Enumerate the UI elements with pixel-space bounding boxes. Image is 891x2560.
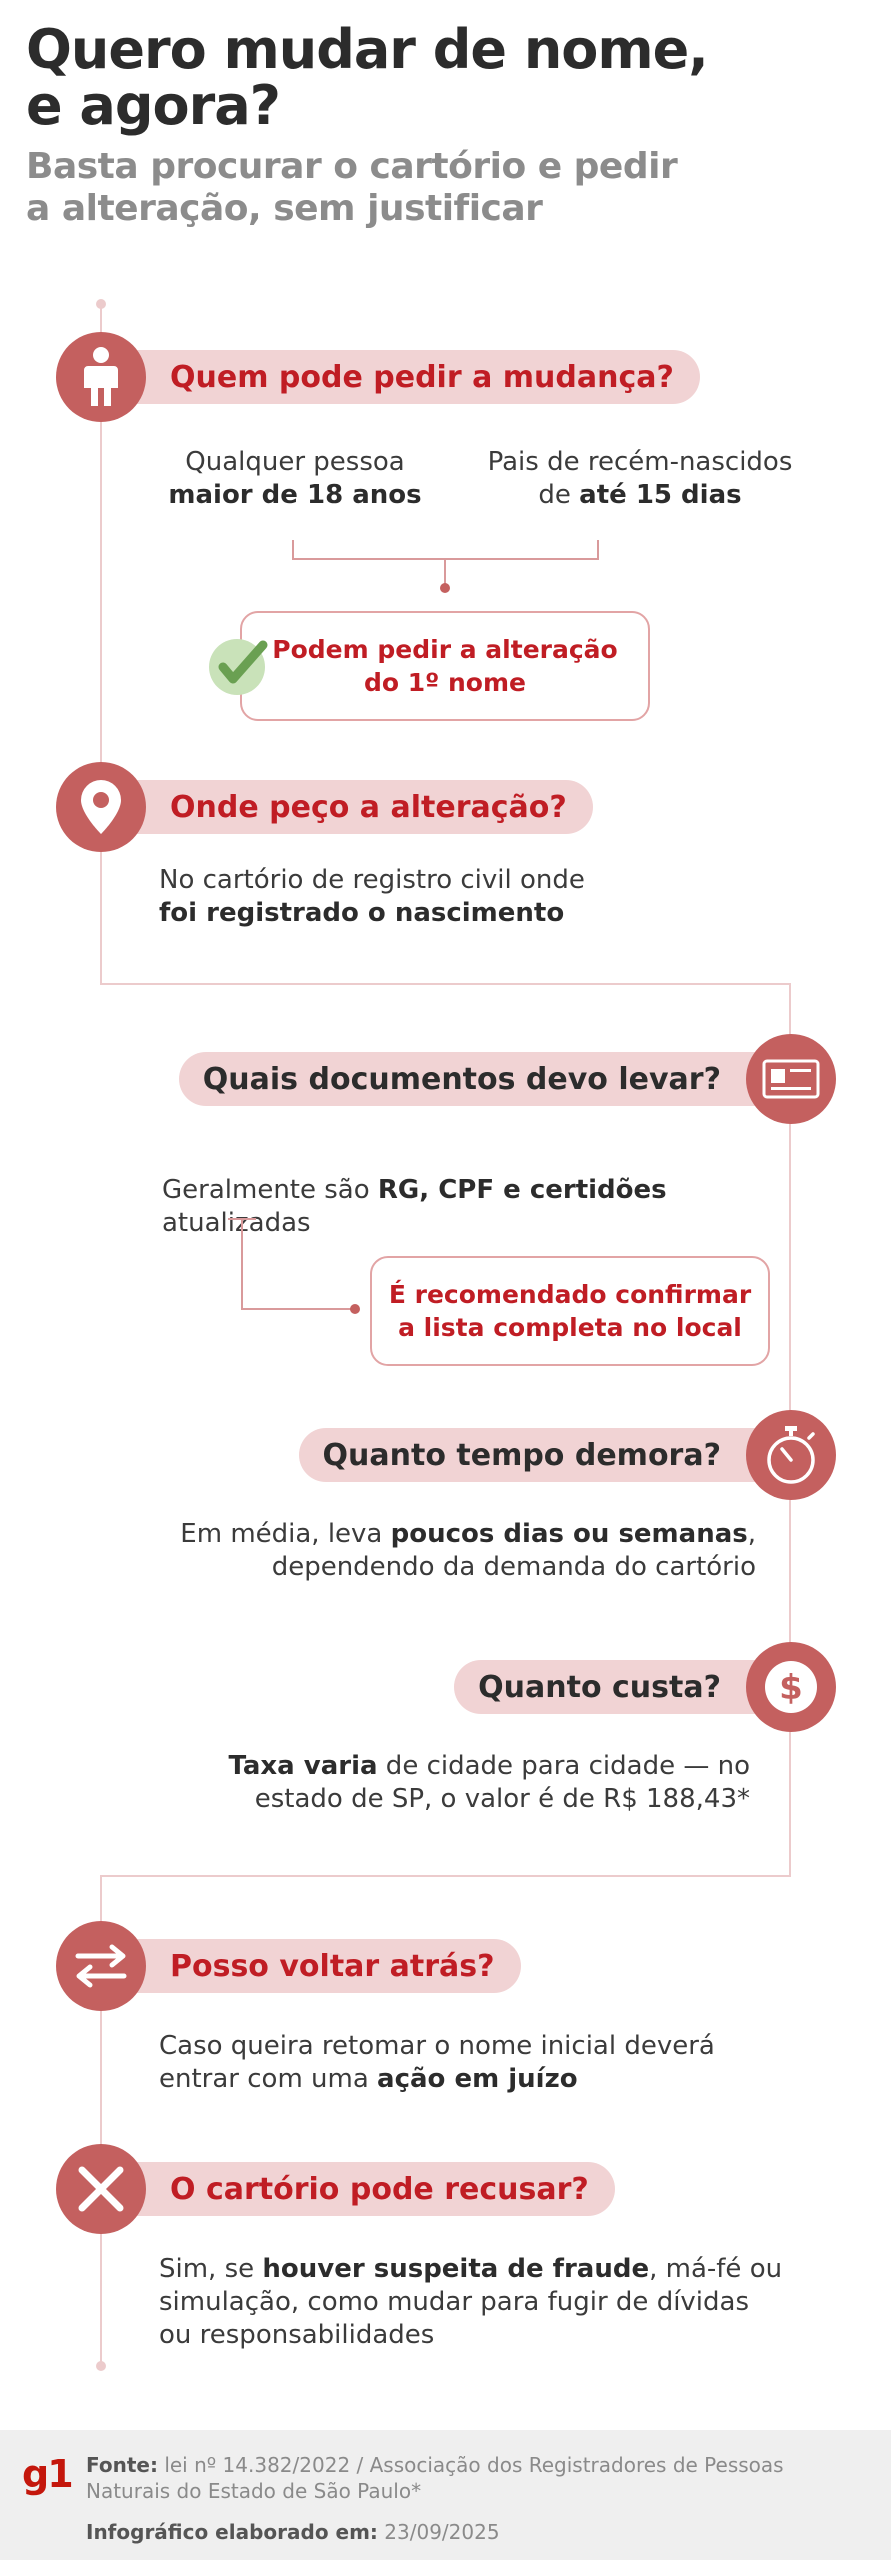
tempo-line2: dependendo da demanda do cartório (271, 1552, 756, 1582)
person-icon (76, 346, 126, 408)
onde-line2: foi registrado o nascimento (159, 898, 565, 928)
tempo-text (160, 1518, 756, 1584)
heading-pill-tempo (299, 1428, 791, 1482)
circle-voltar (56, 1921, 146, 2011)
title-line-2: e agora? (26, 74, 281, 137)
location-pin-icon (79, 778, 123, 836)
heading-tempo: Quanto tempo demora? (322, 1437, 721, 1473)
circle-custo (746, 1642, 836, 1732)
quem-callout-line2: do 1º nome (364, 668, 526, 697)
heading-recusar: O cartório pode recusar? (170, 2171, 589, 2207)
heading-custo: Quanto custa? (478, 1669, 721, 1705)
circle-documentos (746, 1034, 836, 1124)
footer-source-text: lei nº 14.382/2022 / Associação dos Registradores de Pessoas Naturais do Estado de São Paulo* (86, 2453, 784, 2503)
footer-made (86, 2520, 500, 2544)
recusar-text (159, 2253, 819, 2352)
documentos-connector-dot (350, 1304, 360, 1314)
quem-left-line1: Qualquer pessoa (185, 447, 405, 477)
svg-text:$: $ (779, 1668, 803, 1708)
footer-source (86, 2452, 866, 2504)
timeline-line-horizontal-1 (100, 983, 791, 985)
page-title (26, 18, 876, 137)
circle-onde (56, 762, 146, 852)
documentos-connector (241, 1218, 353, 1310)
custo-line2: estado de SP, o valor é de R$ 188,43* (254, 1784, 750, 1814)
quem-right-text (470, 446, 810, 512)
onde-text (159, 864, 779, 930)
quem-left-text (160, 446, 430, 512)
timeline-line-horizontal-2 (100, 1875, 791, 1877)
heading-pill-quem (100, 350, 700, 404)
custo-text (160, 1750, 750, 1816)
dollar-icon (763, 1659, 819, 1715)
heading-documentos: Quais documentos devo levar? (202, 1061, 721, 1097)
recusar-line3: ou responsabilidades (159, 2320, 435, 2350)
voltar-line1: Caso queira retomar o nome inicial deverá (159, 2031, 715, 2061)
quem-bracket (292, 540, 599, 560)
title-line-1: Quero mudar de nome, (26, 18, 708, 81)
stopwatch-icon (763, 1424, 819, 1486)
quem-callout (240, 611, 650, 721)
quem-right-line1: Pais de recém-nascidos (487, 447, 793, 477)
quem-left-line2: maior de 18 anos (168, 480, 422, 510)
quem-right-line2: de até 15 dias (538, 480, 742, 510)
circle-quem (56, 332, 146, 422)
quem-bracket-dot (440, 583, 450, 593)
quem-callout-line1: Podem pedir a alteração (272, 635, 618, 664)
heading-pill-recusar (100, 2162, 615, 2216)
documentos-callout-line1: É recomendado confirmar (388, 1280, 752, 1309)
subtitle-line-1: Basta procurar o cartório e pedir (26, 146, 678, 187)
footer-made-label: Infográfico elaborado em: (86, 2520, 378, 2544)
check-icon (207, 633, 271, 697)
footer-source-label: Fonte: (86, 2453, 158, 2477)
documentos-callout (370, 1256, 770, 1366)
close-x-icon (76, 2164, 126, 2214)
heading-pill-documentos (179, 1052, 791, 1106)
custo-line1: Taxa varia de cidade para cidade — no (228, 1751, 750, 1781)
documentos-text: Geralmente são RG, CPF e certidões atualizadas (162, 1175, 667, 1238)
recusar-line1: Sim, se houver suspeita de fraude, má-fé ou (159, 2254, 783, 2284)
tempo-line1: Em média, leva poucos dias ou semanas, (180, 1519, 756, 1549)
documentos-callout-line2: a lista completa no local (398, 1313, 742, 1342)
circle-recusar (56, 2144, 146, 2234)
id-card-icon (762, 1059, 820, 1099)
footer-made-date: 23/09/2025 (384, 2520, 500, 2544)
voltar-text (159, 2030, 799, 2096)
recusar-line2: simulação, como mudar para fugir de dívidas (159, 2287, 750, 2317)
heading-pill-onde (100, 780, 593, 834)
timeline-end-dot (96, 2361, 106, 2371)
subtitle-line-2: a alteração, sem justificar (26, 188, 543, 229)
circle-tempo (746, 1410, 836, 1500)
heading-quem: Quem pode pedir a mudança? (170, 359, 674, 395)
heading-onde: Onde peço a alteração? (170, 789, 567, 825)
voltar-line2: entrar com uma ação em juízo (159, 2064, 578, 2094)
heading-voltar: Posso voltar atrás? (170, 1948, 495, 1984)
swap-arrows-icon (72, 1943, 130, 1989)
footer (0, 2430, 891, 2560)
page-subtitle (26, 146, 876, 230)
g1-logo: g1 (22, 2452, 72, 2496)
heading-pill-voltar (100, 1939, 521, 1993)
heading-pill-custo (454, 1660, 791, 1714)
onde-line1: No cartório de registro civil onde (159, 865, 585, 895)
